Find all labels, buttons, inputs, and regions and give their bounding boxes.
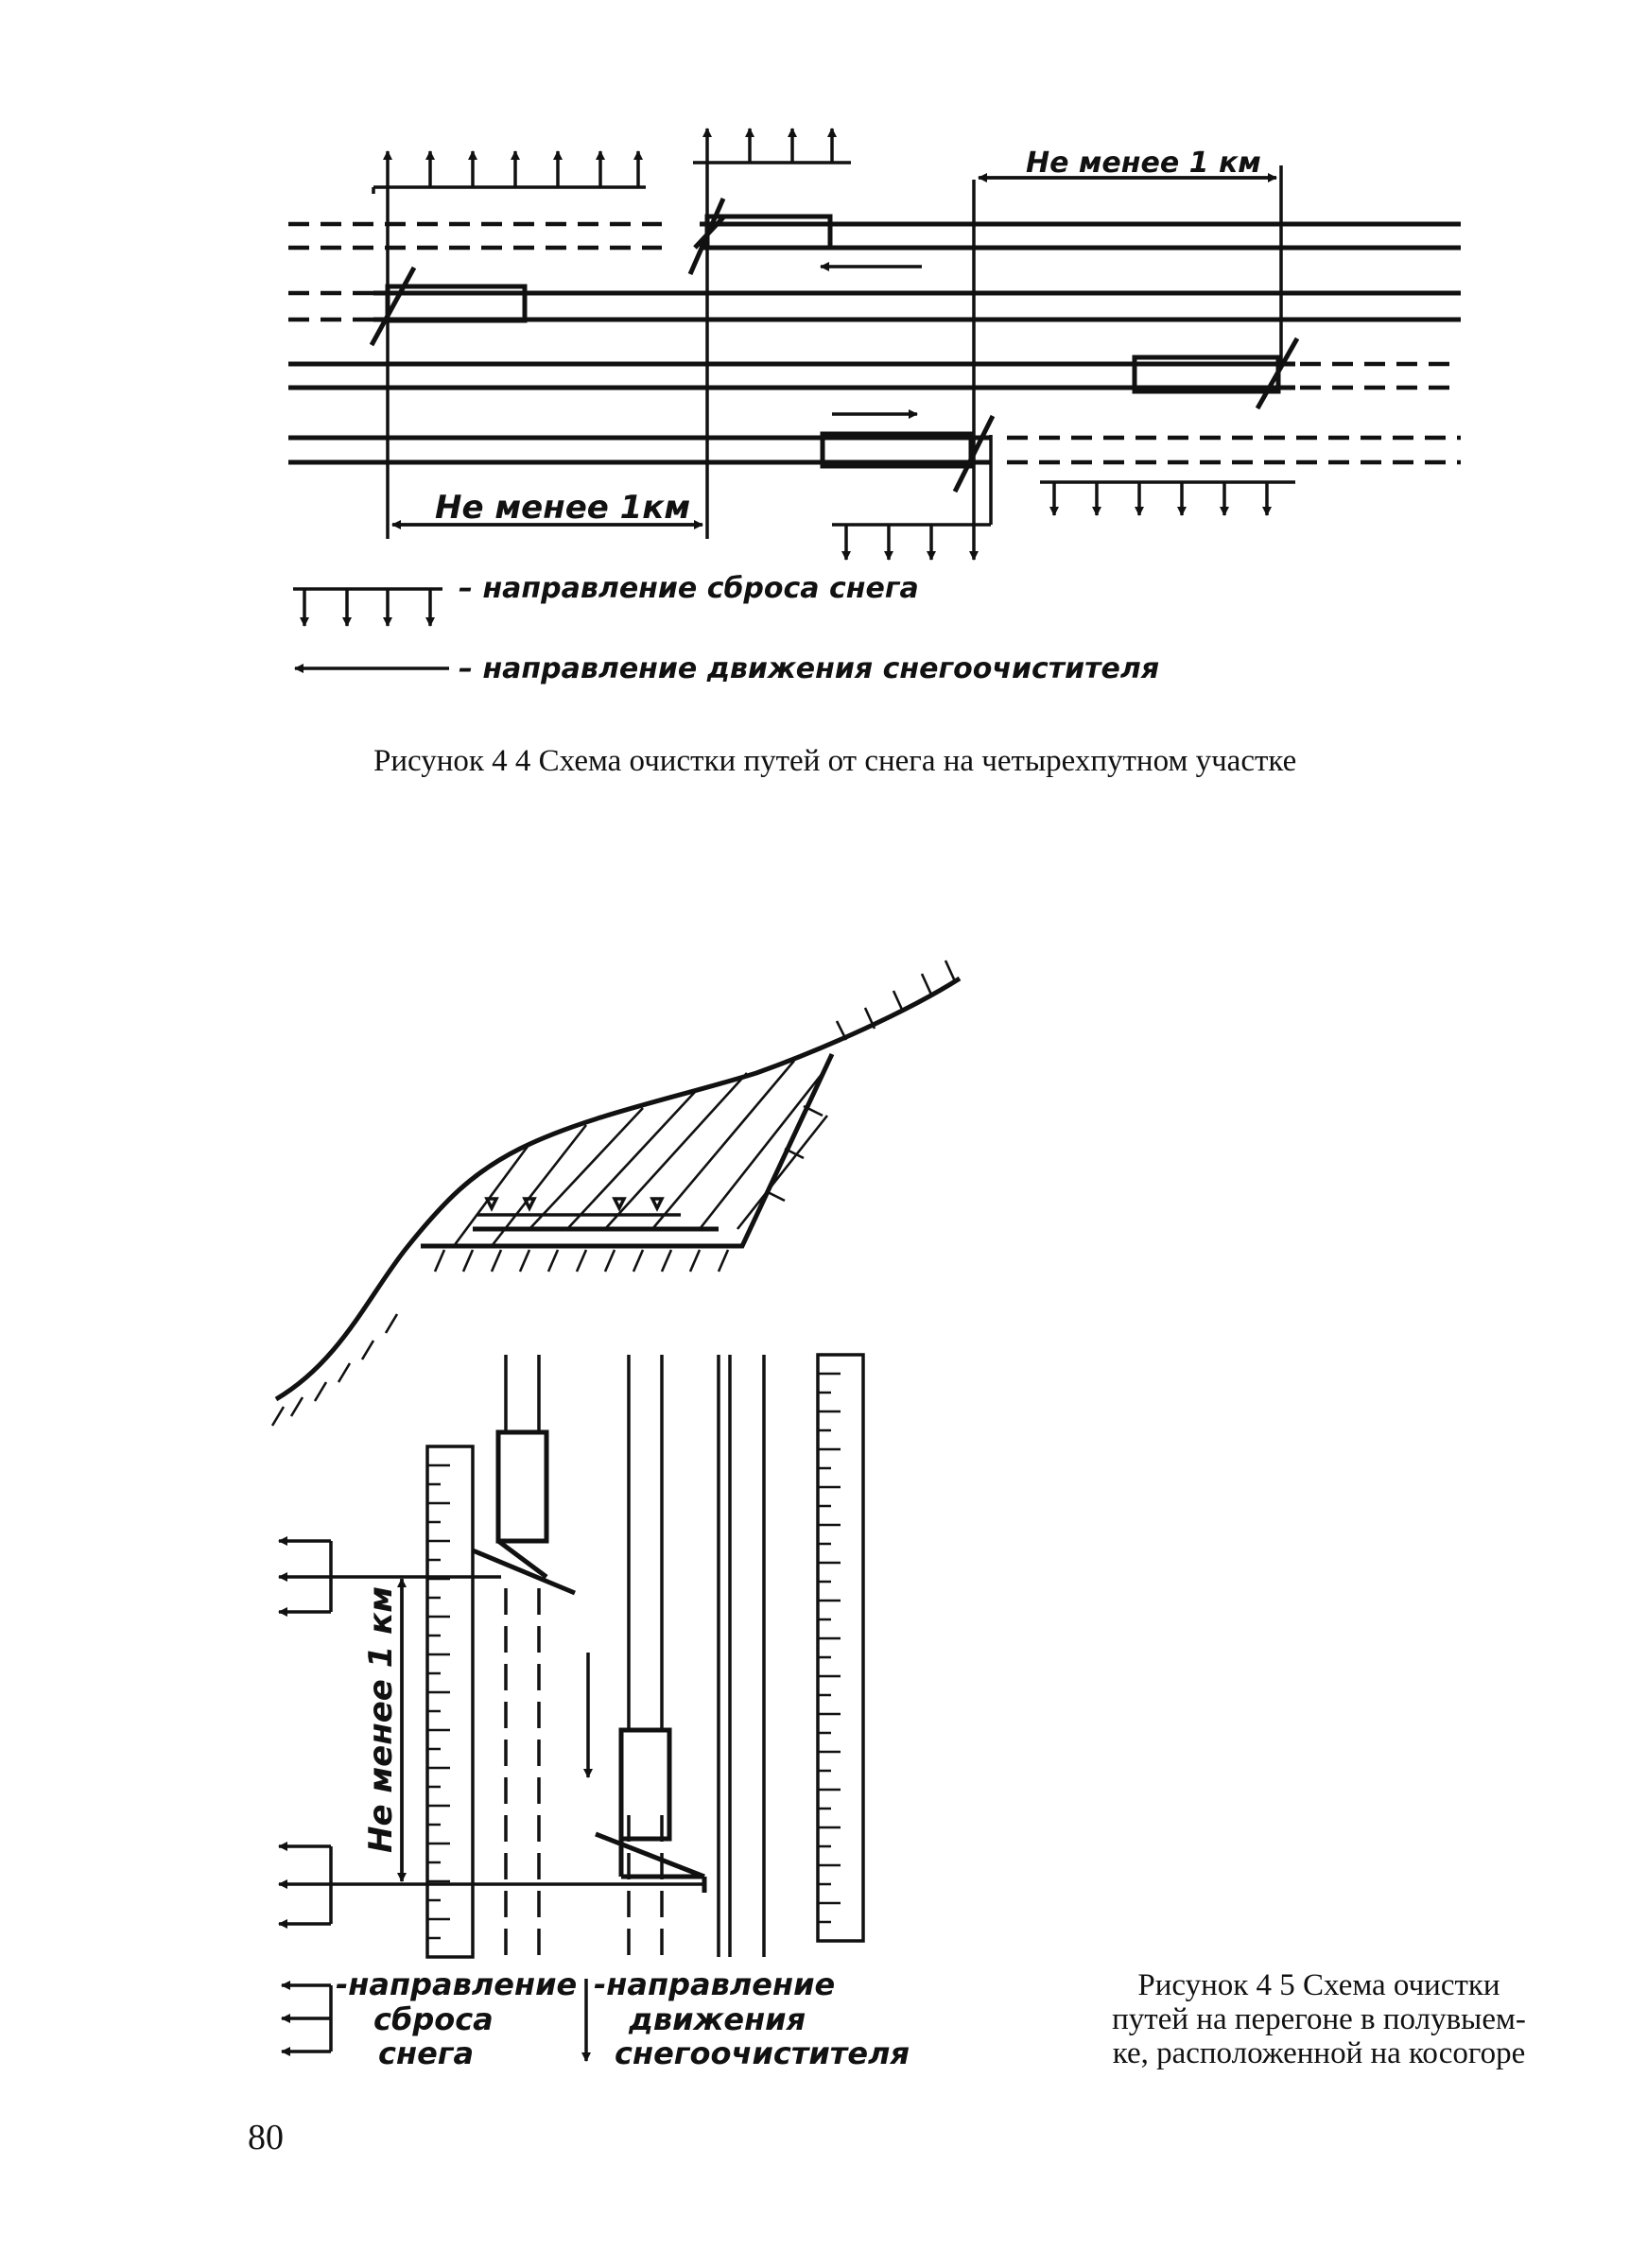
dimension-top-label: Не менее 1 км <box>1026 147 1261 180</box>
ruler-right <box>818 1355 863 1941</box>
legend-motion-label: – направление движения снегоочистителя <box>459 652 1160 685</box>
legend-45-snow-line-1: -направление <box>336 1966 578 2002</box>
rails-cross-section <box>477 1199 681 1215</box>
legend-motion <box>295 652 1159 685</box>
dimension-vertical <box>362 1579 402 1881</box>
snowplow-track-2 <box>372 268 525 345</box>
dimension-top <box>979 147 1276 180</box>
legend-45-motion-line-3: снегоочистителя <box>615 2035 910 2071</box>
snowplow-track-4 <box>823 416 993 492</box>
snow-discharge-up-2 <box>693 129 851 163</box>
figure-4-5-caption-line-1: Рисунок 4 5 Схема очистки <box>1137 1968 1500 2002</box>
snowplow-track-3 <box>1135 338 1297 408</box>
dimension-bottom-label: Не менее 1км <box>435 489 691 527</box>
snowplow-track-1 <box>690 199 830 274</box>
legend-45-snow-line-3: снега <box>378 2035 475 2071</box>
tracks-4-4 <box>288 224 1461 462</box>
figure-4-4-track-scheme <box>288 129 1461 778</box>
dimension-vertical-label: Не менее 1 км <box>362 1585 400 1853</box>
figure-4-5-plan-view <box>279 1355 910 2071</box>
ruler-left <box>427 1446 473 1957</box>
legend-45-snow-line-2: сброса <box>373 2001 494 2037</box>
legend-snow-discharge <box>293 572 919 626</box>
snowplow-upper <box>473 1432 575 1593</box>
legend-snow-label: – направление сброса снега <box>459 572 919 605</box>
page-number: 80 <box>248 2118 284 2157</box>
figure-4-4-caption: Рисунок 4 4 Схема очистки путей от снега на четырехпутном участке <box>373 744 1297 778</box>
legend-45-motion-line-2: движения <box>629 2001 806 2037</box>
figure-4-5-caption <box>1112 1968 1526 2070</box>
snow-discharge-down-1 <box>832 525 991 560</box>
snow-discharge-down-2 <box>1040 482 1295 515</box>
figure-4-5-caption-line-2: путей на перегоне в полувыем- <box>1112 2002 1526 2036</box>
legend-45-snow <box>282 1966 577 2071</box>
dimension-bottom <box>392 489 702 527</box>
snow-discharge-up-1 <box>373 151 646 194</box>
legend-45-motion-line-1: -направление <box>594 1966 836 2002</box>
snowplow-lower <box>596 1730 704 1893</box>
legend-45-motion <box>586 1966 910 2071</box>
snow-discharge-left-lower <box>279 1846 704 1924</box>
figure-4-5-caption-line-3: ке, расположенной на косогоре <box>1112 2036 1526 2070</box>
